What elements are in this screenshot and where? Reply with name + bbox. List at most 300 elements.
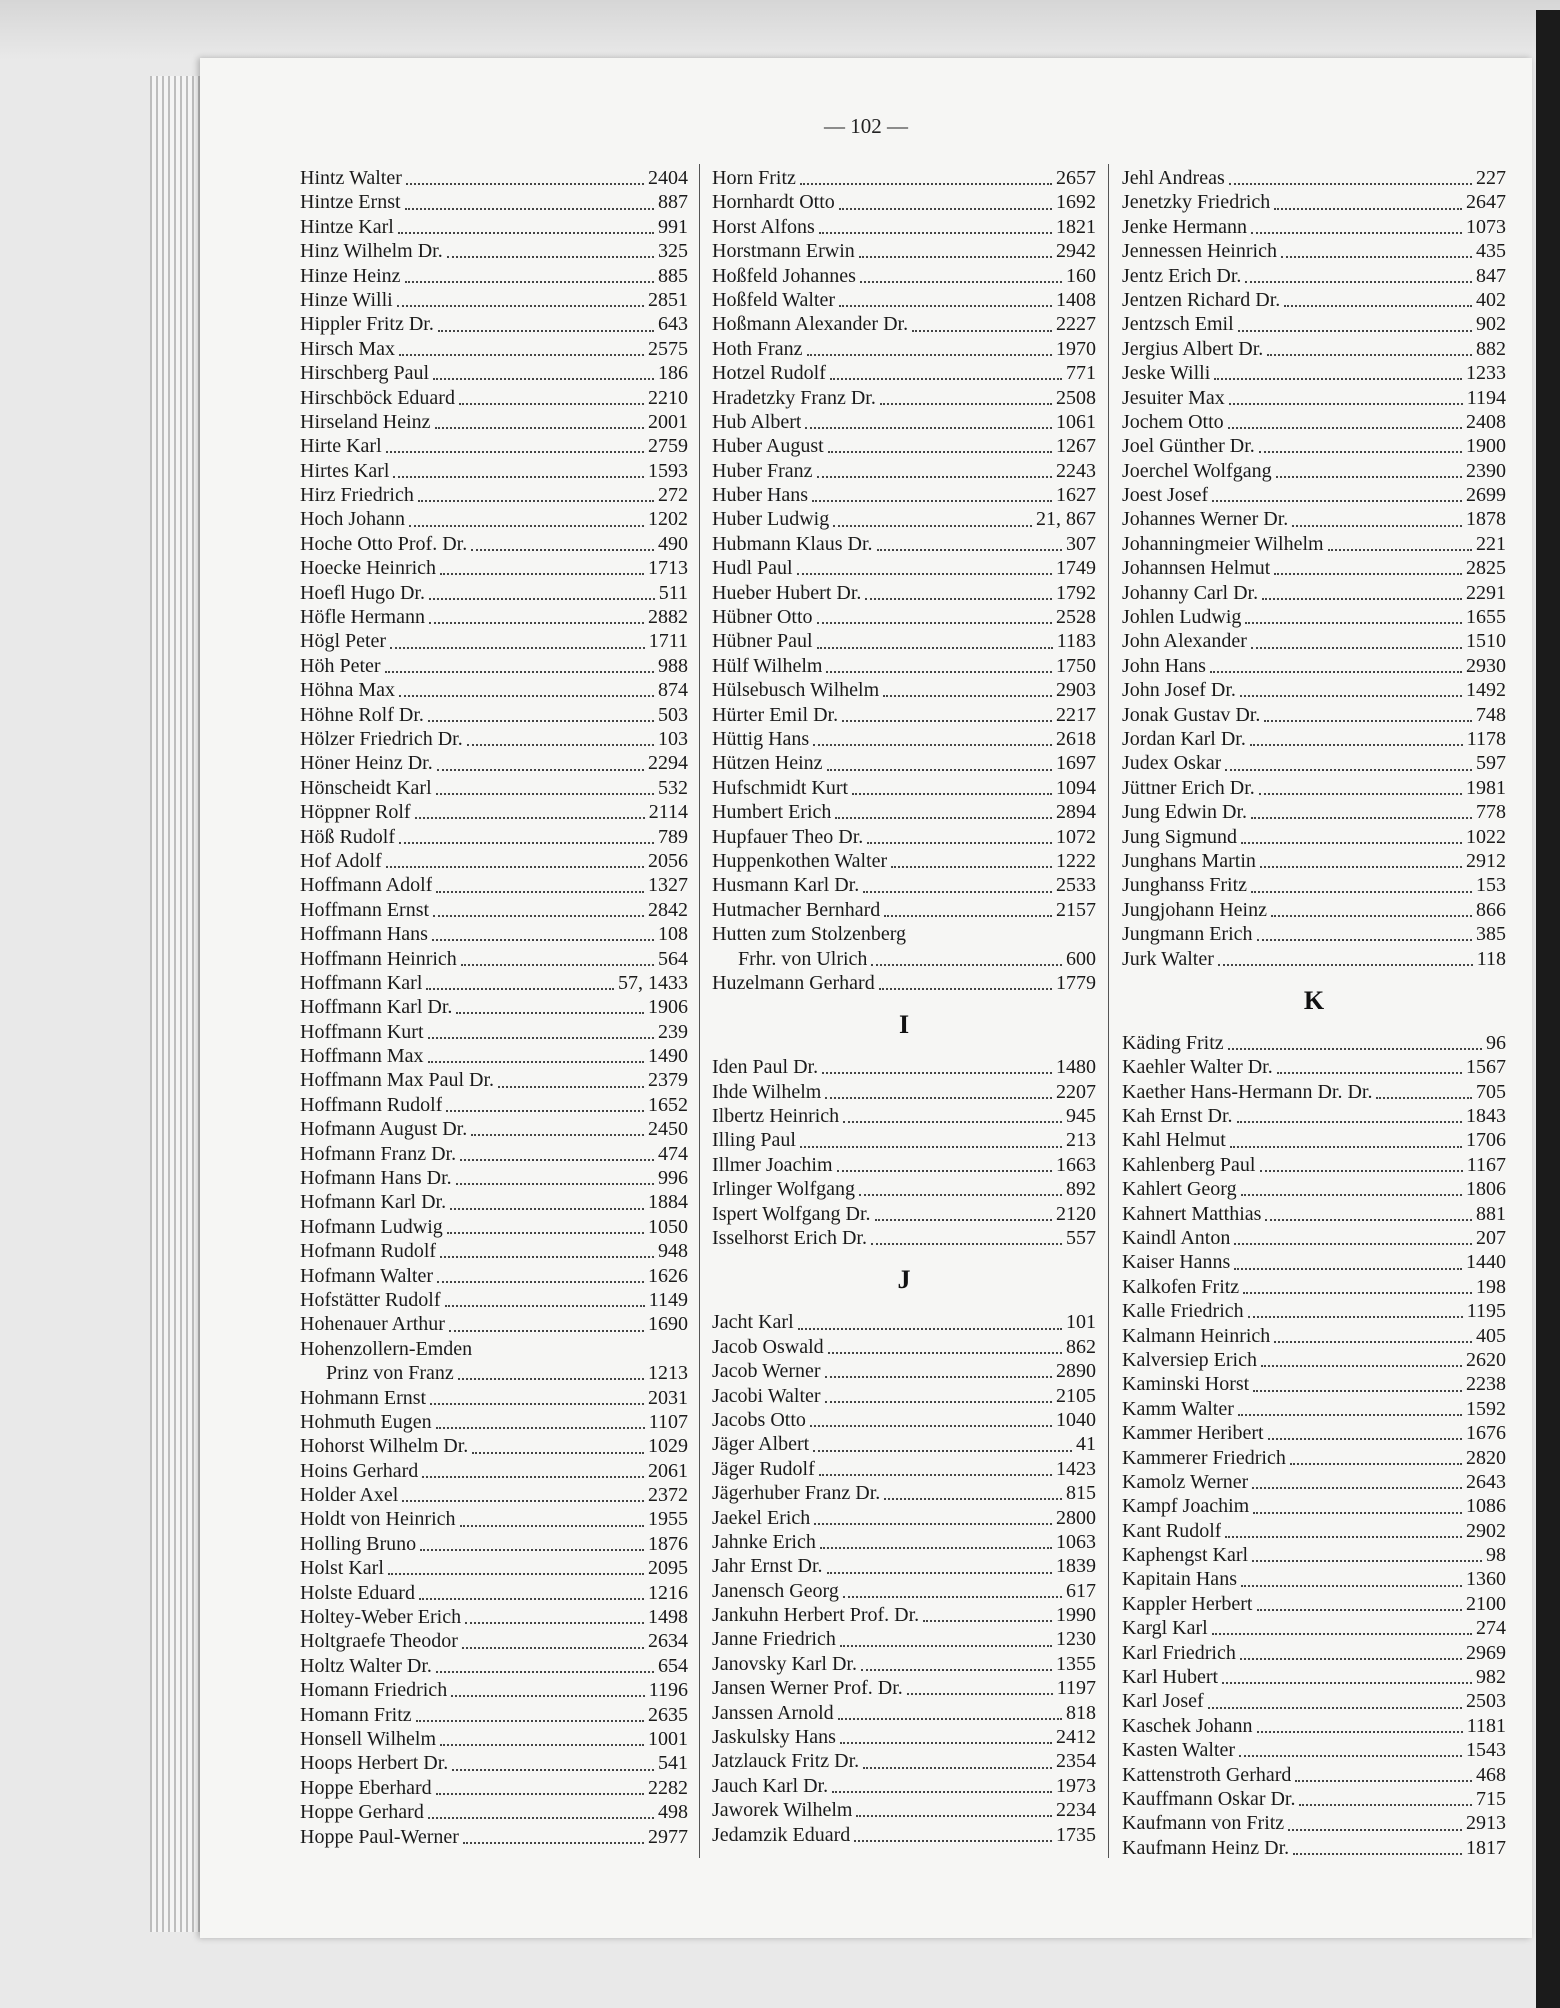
entry-name: Hornhardt Otto	[712, 191, 835, 214]
dot-leader	[1241, 1585, 1462, 1587]
entry-number: 2528	[1056, 606, 1096, 629]
entry-name: Jennessen Heinrich	[1122, 240, 1277, 263]
entry-number: 2647	[1466, 191, 1506, 214]
entry-number: 1839	[1056, 1555, 1096, 1578]
dot-leader	[1240, 695, 1462, 697]
dot-leader	[459, 403, 644, 405]
dot-leader	[1243, 1292, 1472, 1294]
entry-number: 1973	[1056, 1774, 1096, 1797]
dot-leader	[1218, 964, 1473, 966]
entry-name: Kaufmann von Fritz	[1122, 1812, 1285, 1835]
dot-leader	[1277, 1072, 1462, 1074]
entry-number: 1792	[1056, 581, 1096, 604]
dot-leader	[1261, 1365, 1462, 1367]
index-entry	[300, 654, 688, 678]
dot-leader	[1260, 1170, 1463, 1172]
entry-name: Hofmann Karl Dr.	[300, 1191, 447, 1214]
dot-leader	[813, 1450, 1072, 1452]
index-entry	[712, 1432, 1096, 1456]
dot-leader	[835, 817, 1052, 819]
dot-leader	[1238, 1414, 1462, 1416]
entry-name: Hützen Heinz	[712, 752, 823, 775]
dot-leader	[429, 598, 655, 600]
entry-number: 2243	[1056, 459, 1096, 482]
entry-name: Jäger Rudolf	[712, 1457, 815, 1480]
index-entry	[1122, 873, 1506, 897]
entry-number: 402	[1476, 288, 1506, 311]
dot-leader	[810, 1425, 1052, 1427]
index-entry	[1122, 605, 1506, 629]
index-entry	[712, 1798, 1096, 1822]
entry-number: 1663	[1056, 1153, 1096, 1176]
entry-name: Hübner Otto	[712, 606, 813, 629]
dot-leader	[877, 549, 1062, 551]
entry-name: Janssen Arnold	[712, 1701, 834, 1724]
index-entry	[712, 751, 1096, 775]
dot-leader	[1260, 866, 1462, 868]
entry-name: Huber August	[712, 435, 824, 458]
dot-leader	[843, 1596, 1062, 1598]
entry-name: Jentzen Richard Dr.	[1122, 288, 1281, 311]
entry-number: 881	[1476, 1202, 1506, 1225]
entry-name: Högl Peter	[300, 630, 387, 653]
entry-number: 882	[1476, 337, 1506, 360]
entry-number: 2503	[1466, 1690, 1506, 1713]
index-entry	[712, 581, 1096, 605]
dot-leader	[1265, 1219, 1472, 1221]
entry-number: 948	[658, 1240, 688, 1263]
entry-name: Jüttner Erich Dr.	[1122, 776, 1255, 799]
dot-leader	[1222, 1682, 1472, 1684]
index-entry	[300, 1459, 688, 1483]
index-entry	[712, 629, 1096, 653]
entry-name: Kaschek Johann	[1122, 1714, 1253, 1737]
dot-leader	[1299, 1804, 1472, 1806]
entry-name: Jordan Karl Dr.	[1122, 727, 1246, 750]
entry-number: 1194	[1466, 386, 1506, 409]
entry-name: Irlinger Wolfgang	[712, 1178, 855, 1201]
entry-number: 21, 867	[1036, 508, 1096, 531]
entry-name: Huber Ludwig	[712, 508, 830, 531]
index-entry	[300, 1483, 688, 1507]
entry-number: 1806	[1466, 1178, 1506, 1201]
entry-name: Kahlenberg Paul	[1122, 1153, 1256, 1176]
index-entry	[712, 1652, 1096, 1676]
entry-name: Karl Hubert	[1122, 1666, 1219, 1689]
index-entry	[300, 1190, 688, 1214]
index-entry	[300, 971, 688, 995]
entry-name: Kalversiep Erich	[1122, 1348, 1257, 1371]
dot-leader	[1292, 525, 1462, 527]
entry-name: John Alexander	[1122, 630, 1247, 653]
index-entry	[300, 922, 688, 946]
entry-number: 1690	[648, 1313, 688, 1336]
entry-name: Kaiser Hanns	[1122, 1251, 1231, 1274]
dot-leader	[428, 1061, 645, 1063]
entry-number: 1440	[1466, 1251, 1506, 1274]
dot-leader	[429, 622, 644, 624]
entry-number: 643	[658, 313, 688, 336]
dot-leader	[923, 1620, 1052, 1622]
entry-number: 98	[1486, 1544, 1506, 1567]
entry-name: Höhne Rolf Dr.	[300, 703, 424, 726]
entry-number: 1072	[1056, 825, 1096, 848]
index-entry	[712, 1177, 1096, 1201]
index-entry	[712, 215, 1096, 239]
dot-leader	[863, 1767, 1052, 1769]
index-entry	[1122, 507, 1506, 531]
entry-name: Kaufmann Heinz Dr.	[1122, 1836, 1290, 1859]
entry-number: 2372	[648, 1484, 688, 1507]
entry-number: 1713	[648, 557, 688, 580]
dot-leader	[907, 1693, 1053, 1695]
entry-number: 1408	[1056, 288, 1096, 311]
index-entry	[300, 166, 688, 190]
entry-number: 789	[658, 825, 688, 848]
entry-name: Jesuiter Max	[1122, 386, 1225, 409]
index-entry	[712, 532, 1096, 556]
index-entry	[1122, 1470, 1506, 1494]
index-entry	[1122, 1153, 1506, 1177]
entry-name: Höh Peter	[300, 654, 381, 677]
entry-number: 221	[1476, 532, 1506, 555]
index-entry	[712, 1457, 1096, 1481]
entry-name: Ilbertz Heinrich	[712, 1105, 840, 1128]
entry-number: 887	[658, 191, 688, 214]
entry-name: Hoppe Paul-Werner	[300, 1825, 459, 1848]
entry-name: Ispert Wolfgang Dr.	[712, 1202, 871, 1225]
entry-number: 1592	[1466, 1397, 1506, 1420]
dot-leader	[859, 256, 1052, 258]
entry-name: Jacobi Walter	[712, 1384, 821, 1407]
dot-leader	[462, 1647, 644, 1649]
index-entry	[1122, 751, 1506, 775]
entry-number: 2291	[1466, 581, 1506, 604]
dot-leader	[428, 1037, 655, 1039]
dot-leader	[859, 1194, 1062, 1196]
entry-number: 1876	[648, 1532, 688, 1555]
entry-number: 862	[1066, 1335, 1096, 1358]
dot-leader	[452, 1769, 654, 1771]
entry-name: Hüttig Hans	[712, 727, 810, 750]
entry-number: 1817	[1466, 1836, 1506, 1859]
dot-leader	[460, 1525, 644, 1527]
dot-leader	[472, 1452, 644, 1454]
dot-leader	[860, 281, 1062, 283]
dot-leader	[1253, 1512, 1462, 1514]
dot-leader	[1253, 1390, 1462, 1392]
entry-number: 405	[1476, 1324, 1506, 1347]
dot-leader	[1284, 305, 1472, 307]
column-rule-1	[699, 164, 700, 1858]
index-entry	[300, 483, 688, 507]
entry-number: 2157	[1056, 898, 1096, 921]
index-entry	[300, 581, 688, 605]
dot-leader	[386, 451, 644, 453]
index-entry	[300, 434, 688, 458]
entry-number: 1655	[1466, 606, 1506, 629]
entry-number: 945	[1066, 1105, 1096, 1128]
dot-leader	[426, 988, 614, 990]
index-entry	[712, 1202, 1096, 1226]
book-page-edges	[150, 76, 204, 1932]
entry-number: 490	[658, 532, 688, 555]
entry-name: Holling Bruno	[300, 1532, 417, 1555]
entry-number: 2114	[648, 801, 688, 824]
dot-leader	[437, 769, 644, 771]
dot-leader	[852, 793, 1052, 795]
dot-leader	[1252, 1560, 1482, 1562]
dot-leader	[450, 1208, 644, 1210]
entry-name: Hölzer Friedrich Dr.	[300, 727, 463, 750]
entry-name: Hübner Paul	[712, 630, 813, 653]
entry-name: Hub Albert	[712, 410, 802, 433]
index-entry	[712, 1749, 1096, 1773]
dot-leader	[1274, 1341, 1472, 1343]
index-entry	[1122, 1616, 1506, 1640]
index-entry	[712, 1823, 1096, 1847]
index-entry	[712, 1335, 1096, 1359]
index-entry	[300, 703, 688, 727]
entry-name: Holste Eduard	[300, 1581, 415, 1604]
entry-name: Prinz von Franz	[326, 1362, 454, 1385]
entry-name: Ihde Wilhelm	[712, 1080, 822, 1103]
entry-name: Hoßmann Alexander Dr.	[712, 313, 909, 336]
index-entry	[712, 1104, 1096, 1128]
entry-number: 2234	[1056, 1799, 1096, 1822]
dot-leader	[1252, 1487, 1462, 1489]
dot-leader	[1267, 354, 1472, 356]
entry-number: 2056	[648, 849, 688, 872]
entry-name: Kauffmann Oskar Dr.	[1122, 1788, 1296, 1810]
index-entry	[300, 361, 688, 385]
entry-name: Hoffmann Hans	[300, 923, 428, 946]
entry-number: 2217	[1056, 703, 1096, 726]
entry-name: Jung Sigmund	[1122, 825, 1238, 848]
index-entry	[300, 1507, 688, 1531]
entry-number: 597	[1476, 752, 1506, 775]
index-entry	[1122, 459, 1506, 483]
entry-number: 1061	[1056, 410, 1096, 433]
entry-name: Hoffmann Kurt	[300, 1020, 424, 1043]
index-entry	[1122, 629, 1506, 653]
dot-leader	[880, 403, 1052, 405]
section-letter: J	[897, 1265, 911, 1295]
dot-leader	[817, 622, 1052, 624]
entry-name: Hoins Gerhard	[300, 1459, 419, 1482]
index-entry	[300, 1605, 688, 1629]
index-entry	[300, 1629, 688, 1653]
entry-name: Hoßfeld Walter	[712, 288, 835, 311]
dot-leader	[405, 208, 654, 210]
index-entry	[300, 898, 688, 922]
index-entry	[300, 1044, 688, 1068]
entry-name: Jacht Karl	[712, 1311, 794, 1334]
dot-leader	[409, 525, 644, 527]
entry-number: 1711	[648, 630, 688, 653]
entry-number: 1094	[1056, 776, 1096, 799]
dot-leader	[1376, 1097, 1472, 1099]
entry-number: 1676	[1466, 1422, 1506, 1445]
entry-number: 325	[658, 240, 688, 263]
index-entry	[300, 1727, 688, 1751]
index-entry	[712, 678, 1096, 702]
dot-leader	[1290, 1463, 1462, 1465]
dot-leader	[1234, 1243, 1472, 1245]
entry-number: 654	[658, 1654, 688, 1677]
dot-leader	[819, 1474, 1052, 1476]
entry-number: 153	[1476, 874, 1506, 897]
index-entry	[300, 605, 688, 629]
index-entry	[712, 947, 1096, 971]
entry-name: Jahr Ernst Dr.	[712, 1555, 823, 1578]
entry-name: Hohenauer Arthur	[300, 1313, 445, 1336]
dot-leader	[839, 208, 1052, 210]
entry-number: 511	[658, 581, 688, 604]
entry-number: 2851	[648, 288, 688, 311]
entry-name: Hülsebusch Wilhelm	[712, 679, 880, 702]
dot-leader	[440, 573, 644, 575]
entry-name: Hoffmann Karl	[300, 971, 423, 994]
entry-name: Horn Fritz	[712, 167, 796, 189]
dot-leader	[436, 793, 654, 795]
dot-leader	[813, 744, 1052, 746]
dot-leader	[1276, 476, 1462, 478]
entry-number: 2061	[648, 1459, 688, 1482]
entry-name: Isselhorst Erich Dr.	[712, 1227, 867, 1250]
dot-leader	[1257, 939, 1472, 941]
entry-number: 778	[1476, 801, 1506, 824]
entry-number: 108	[658, 923, 688, 946]
dot-leader	[827, 769, 1052, 771]
entry-name: Kammerer Friedrich	[1122, 1446, 1286, 1469]
dot-leader	[467, 744, 654, 746]
dot-leader	[1234, 1268, 1462, 1270]
entry-name: Jägerhuber Franz Dr.	[712, 1482, 881, 1505]
index-entry	[1122, 1348, 1506, 1372]
entry-number: 2412	[1056, 1726, 1096, 1749]
entry-name: Hohmann Ernst	[300, 1386, 427, 1409]
dot-leader	[1229, 403, 1463, 405]
entry-name: Hutmacher Bernhard	[712, 898, 881, 921]
entry-name: Hirte Karl	[300, 435, 382, 458]
entry-name: Jehl Andreas	[1122, 167, 1225, 189]
entry-name: Huzelmann Gerhard	[712, 971, 875, 994]
dot-leader	[875, 1219, 1052, 1221]
entry-number: 1050	[648, 1215, 688, 1238]
index-entry	[712, 434, 1096, 458]
index-entry	[300, 727, 688, 751]
entry-number: 1167	[1466, 1153, 1506, 1176]
index-entry	[712, 727, 1096, 751]
entry-number: 2294	[648, 752, 688, 775]
dot-leader	[1293, 1853, 1462, 1855]
entry-name: Kant Rudolf	[1122, 1519, 1222, 1542]
dot-leader	[1257, 1609, 1463, 1611]
index-entry	[1122, 1275, 1506, 1299]
entry-name: Horstmann Erwin	[712, 240, 855, 263]
index-entry	[1122, 1763, 1506, 1787]
entry-name: Hofmann Rudolf	[300, 1240, 437, 1263]
entry-name: Hirtes Karl	[300, 459, 390, 482]
entry-name: John Hans	[1122, 654, 1206, 677]
dot-leader	[798, 1328, 1062, 1330]
entry-number: 198	[1476, 1275, 1506, 1298]
entry-number: 1233	[1466, 362, 1506, 385]
index-entry	[1122, 849, 1506, 873]
entry-name: Jergius Albert Dr.	[1122, 337, 1264, 360]
entry-name: Holtgraefe Theodor	[300, 1630, 458, 1653]
entry-name: Kalle Friedrich	[1122, 1300, 1244, 1323]
entry-number: 1626	[648, 1264, 688, 1287]
entry-name: Jung Edwin Dr.	[1122, 801, 1247, 824]
index-entry	[300, 1312, 688, 1336]
entry-number: 118	[1476, 947, 1506, 970]
entry-number: 541	[658, 1752, 688, 1775]
index-entry	[712, 264, 1096, 288]
index-entry	[1122, 1226, 1506, 1250]
index-entry	[712, 849, 1096, 873]
dot-leader	[805, 427, 1052, 429]
entry-number: 2508	[1056, 386, 1096, 409]
index-entry	[300, 1361, 688, 1385]
index-entry	[300, 1751, 688, 1775]
entry-name: Jäger Albert	[712, 1433, 810, 1456]
entry-name: Kampf Joachim	[1122, 1495, 1250, 1518]
entry-number: 2930	[1466, 654, 1506, 677]
entry-number: 1181	[1466, 1714, 1506, 1737]
entry-number: 1990	[1056, 1604, 1096, 1627]
entry-number: 1178	[1466, 727, 1506, 750]
entry-number: 991	[658, 215, 688, 238]
entry-name: Kalmann Heinrich	[1122, 1324, 1271, 1347]
entry-name: Jauch Karl Dr.	[712, 1774, 829, 1797]
dot-leader	[1288, 1829, 1462, 1831]
entry-number: 1490	[648, 1045, 688, 1068]
index-entry	[712, 337, 1096, 361]
entry-number: 498	[658, 1801, 688, 1824]
entry-name: Hintze Ernst	[300, 191, 401, 214]
index-entry	[1122, 1714, 1506, 1738]
entry-number: 1022	[1466, 825, 1506, 848]
index-entry	[1122, 556, 1506, 580]
entry-name: Kaindl Anton	[1122, 1227, 1231, 1250]
dot-leader	[415, 817, 645, 819]
entry-number: 2820	[1466, 1446, 1506, 1469]
entry-number: 988	[658, 654, 688, 677]
dot-leader	[1328, 549, 1472, 551]
entry-number: 1749	[1056, 557, 1096, 580]
entry-name: Junghanss Fritz	[1122, 874, 1247, 897]
entry-number: 1692	[1056, 191, 1096, 214]
dot-leader	[437, 1281, 644, 1283]
entry-name: Hürter Emil Dr.	[712, 703, 839, 726]
dot-leader	[817, 647, 1053, 649]
index-entry	[712, 1506, 1096, 1530]
entry-number: 2379	[648, 1069, 688, 1092]
dot-leader	[838, 1718, 1062, 1720]
entry-number: 1195	[1466, 1300, 1506, 1323]
entry-name: Joel Günther Dr.	[1122, 435, 1255, 458]
entry-number: 503	[658, 703, 688, 726]
dot-leader	[436, 891, 644, 893]
dot-leader	[416, 1720, 644, 1722]
entry-name: Jenke Hermann	[1122, 215, 1247, 238]
entry-name: Jeske Willi	[1122, 362, 1211, 385]
index-entry	[300, 239, 688, 263]
entry-number: 564	[658, 947, 688, 970]
entry-number: 1906	[648, 996, 688, 1019]
